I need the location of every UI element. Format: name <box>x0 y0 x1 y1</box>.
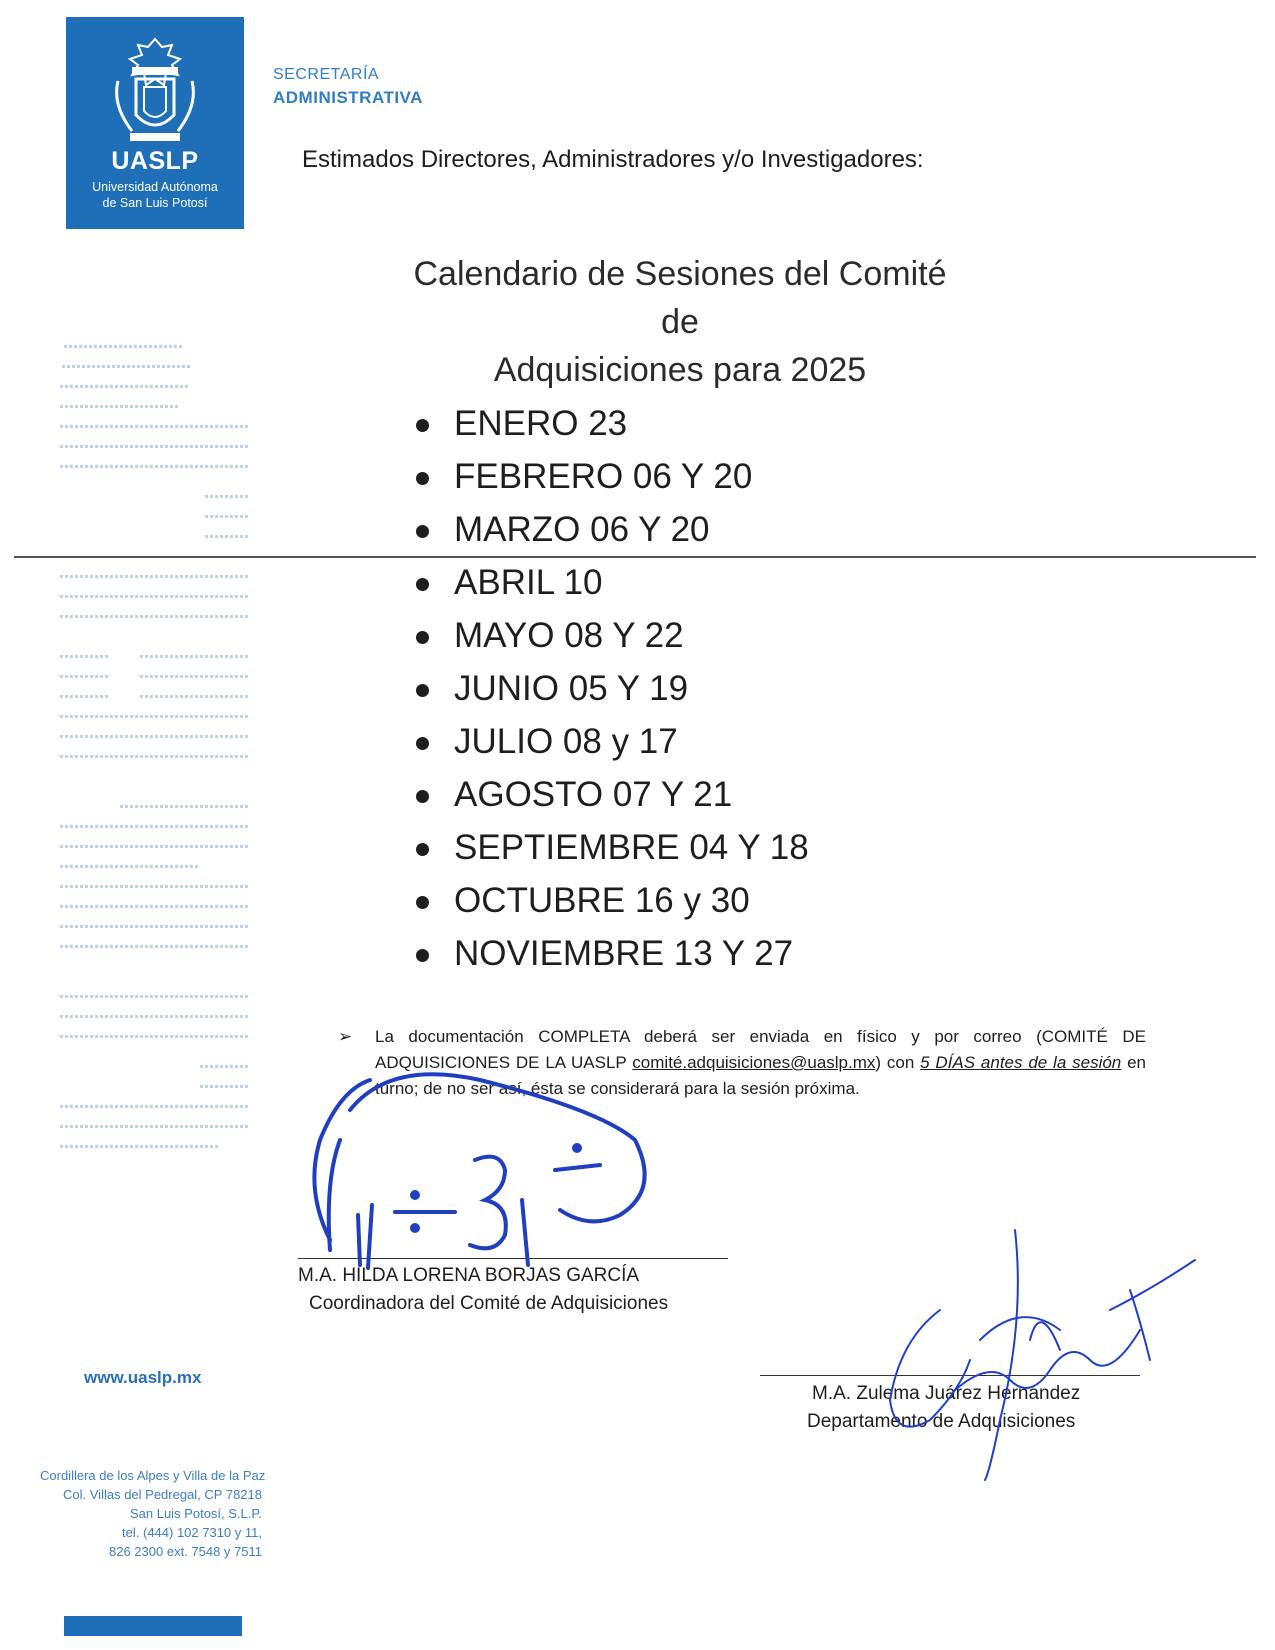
session-item: NOVIEMBRE 13 Y 27 <box>412 927 809 980</box>
session-item: FEBRERO 06 Y 20 <box>412 450 809 503</box>
session-item: ENERO 23 <box>412 397 809 450</box>
address-line: 826 2300 ext. 7548 y 7511 <box>109 1544 262 1559</box>
website-link[interactable]: www.uaslp.mx <box>84 1368 202 1387</box>
footer-address <box>40 1466 266 1561</box>
address-line: Cordillera de los Alpes y Villa de la Paz <box>40 1468 266 1483</box>
email-link[interactable]: comité.adquisiciones@uaslp.mx <box>632 1053 876 1072</box>
signature-2-drawing <box>890 1230 1195 1480</box>
signatory-1-role: Coordinadora del Comité de Adquisiciones <box>309 1293 669 1314</box>
session-item: JUNIO 05 Y 19 <box>412 662 809 715</box>
title-line1: Calendario de Sesiones del Comité de <box>413 255 947 341</box>
signatory-2-name: M.A. Zulema Juárez Hernández <box>812 1383 1081 1404</box>
title-line2: Adquisiciones para 2025 <box>493 351 867 389</box>
deadline-text: 5 DÍAS antes de la sesión <box>920 1053 1122 1072</box>
session-item: MAYO 08 Y 22 <box>412 609 809 662</box>
greeting: Estimados Directores, Administradores y/o Investigadores: <box>302 146 924 173</box>
session-item: ABRIL 10 <box>412 556 809 609</box>
address-line: San Luis Potosí, S.L.P. <box>129 1506 262 1521</box>
arrow-bullet-icon: ➢ <box>338 1027 353 1046</box>
department-line1: SECRETARÍA <box>273 66 380 83</box>
footer-brand-bar <box>64 1616 242 1636</box>
session-item: JULIO 08 y 17 <box>412 715 809 768</box>
department-line2: ADMINISTRATIVA <box>273 88 423 107</box>
signatory-2-role: Departamento de Adquisiciones <box>807 1411 1076 1432</box>
session-item: MARZO 06 Y 20 <box>412 503 809 556</box>
signatory-1-name: M.A. HILDA LORENA BORJAS GARCÍA <box>298 1265 640 1286</box>
address-line: Col. Villas del Pedregal, CP 78218 <box>63 1487 262 1502</box>
session-item: OCTUBRE 16 y 30 <box>412 874 809 927</box>
signature-1-drawing <box>314 1074 644 1268</box>
address-line: tel. (444) 102 7310 y 11, <box>122 1525 262 1540</box>
note-text: La documentación COMPLETA deberá ser enviada en físico y por correo (COMITÉ DE ADQUISICIONES DE LA UASLP comité.adquisiciones@uaslp.mx) con 5 DÍAS antes de la sesión en turno; de no ser así, ésta se considerará para la sesión próxima. <box>375 1027 1146 1098</box>
session-item: SEPTIEMBRE 04 Y 18 <box>412 821 809 874</box>
logo-acronym: UASLP <box>111 147 199 175</box>
session-item: AGOSTO 07 Y 21 <box>412 768 809 821</box>
logo-university-line2: de San Luis Potosí <box>102 196 208 210</box>
logo-university-line1: Universidad Autónoma <box>92 180 218 194</box>
